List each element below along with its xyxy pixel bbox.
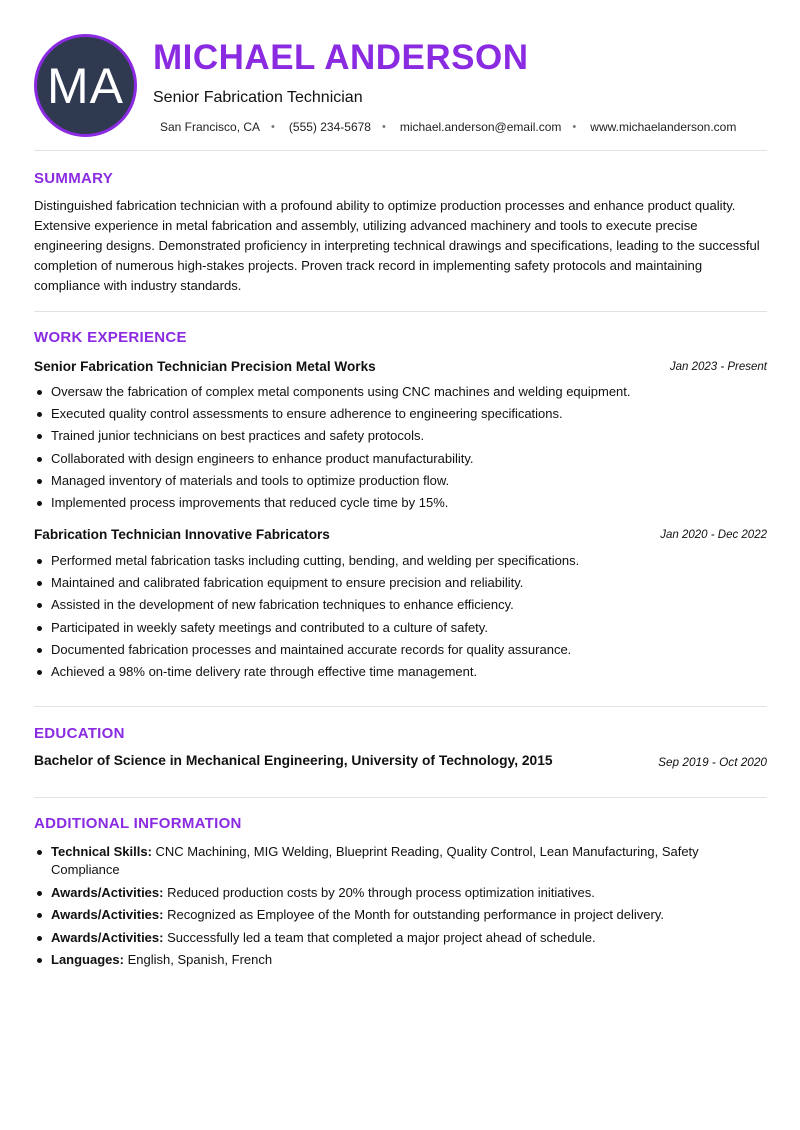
- item-text: Successfully led a team that completed a major project ahead of schedule.: [163, 929, 596, 945]
- job-bullets: [34, 383, 767, 516]
- list-item: Trained junior technicians on best practices and safety protocols.: [34, 427, 767, 449]
- list-item: Participated in weekly safety meetings and contributed to a culture of safety.: [34, 619, 767, 641]
- candidate-name: MICHAEL ANDERSON: [153, 38, 529, 77]
- list-item: [34, 884, 767, 902]
- contact-bar: [160, 120, 736, 134]
- education-degree: Bachelor of Science in Mechanical Engineering, University of Technology, 2015: [34, 753, 553, 768]
- section-divider: [34, 150, 767, 151]
- job-bullets: [34, 552, 767, 685]
- contact-location: San Francisco, CA: [160, 120, 261, 134]
- work-experience-heading: WORK EXPERIENCE: [34, 329, 187, 346]
- section-divider: [34, 706, 767, 707]
- separator-dot: •: [572, 121, 577, 133]
- job-dates: Jan 2020 - Dec 2022: [660, 529, 767, 541]
- item-text: Reduced production costs by 20% through process optimization initiatives.: [163, 884, 595, 900]
- separator-dot: •: [381, 121, 386, 133]
- item-text: English, Spanish, French: [123, 952, 273, 967]
- list-item: Performed metal fabrication tasks including cutting, bending, and welding per specifications.: [34, 552, 767, 574]
- list-item: Implemented process improvements that reduced cycle time by 15%.: [34, 494, 767, 516]
- list-item: Collaborated with design engineers to enhance product manufacturability.: [34, 450, 767, 472]
- job-heading: Senior Fabrication Technician Precision Metal Works: [34, 359, 376, 374]
- job-heading: Fabrication Technician Innovative Fabricators: [34, 527, 330, 542]
- resume-header: [0, 0, 800, 150]
- additional-info-list: [34, 843, 767, 974]
- candidate-title: Senior Fabrication Technician: [153, 89, 363, 106]
- list-item: Documented fabrication processes and maintained accurate records for quality assurance.: [34, 641, 767, 663]
- list-item: Managed inventory of materials and tools to optimize production flow.: [34, 472, 767, 494]
- list-item: Maintained and calibrated fabrication equipment to ensure precision and reliability.: [34, 574, 767, 596]
- education-heading: EDUCATION: [34, 725, 125, 742]
- item-text: CNC Machining, MIG Welding, Blueprint Reading, Quality Control, Lean Manufacturing, Safety Compliance: [51, 844, 699, 877]
- list-item: [34, 929, 767, 947]
- list-item: Oversaw the fabrication of complex metal components using CNC machines and welding equipment.: [34, 383, 767, 405]
- separator-dot: •: [271, 121, 275, 133]
- section-divider: [34, 311, 767, 312]
- summary-heading: SUMMARY: [34, 170, 114, 187]
- list-item: Assisted in the development of new fabrication techniques to enhance efficiency.: [34, 596, 767, 618]
- item-label: Awards/Activities:: [51, 929, 164, 945]
- job-dates: Jan 2023 - Present: [669, 361, 767, 373]
- list-item: Achieved a 98% on-time delivery rate through effective time management.: [34, 663, 767, 685]
- item-label: Awards/Activities:: [51, 884, 164, 900]
- summary-text: Distinguished fabrication technician with a profound ability to optimize production processes and enhance product quality. Extensive experience in metal fabrication and assembly, utilizing advanced machinery and tools to execute precise engineering designs. Demonstrated proficiency in interpreting technical drawings and specifications, leading to the successful completion of numerous high-stakes projects. Proven track record in implementing safety protocols and maintaining compliance with industry standards.: [34, 198, 760, 294]
- item-label: Awards/Activities:: [51, 907, 164, 922]
- education-dates: Sep 2019 - Oct 2020: [658, 755, 767, 769]
- item-text: Recognized as Employee of the Month for outstanding performance in project delivery.: [163, 907, 665, 922]
- contact-email[interactable]: michael.anderson@email.com: [399, 120, 562, 134]
- section-divider: [34, 797, 767, 798]
- additional-info-heading: ADDITIONAL INFORMATION: [34, 815, 242, 832]
- list-item: [34, 951, 767, 969]
- avatar: MA: [34, 34, 137, 137]
- list-item: [34, 906, 767, 924]
- list-item: [34, 843, 767, 879]
- list-item: Executed quality control assessments to ensure adherence to engineering specifications.: [34, 405, 767, 427]
- item-label: Technical Skills:: [51, 844, 152, 859]
- item-label: Languages:: [51, 952, 124, 967]
- contact-website[interactable]: www.michaelanderson.com: [590, 120, 737, 134]
- contact-phone: (555) 234-5678: [288, 120, 371, 134]
